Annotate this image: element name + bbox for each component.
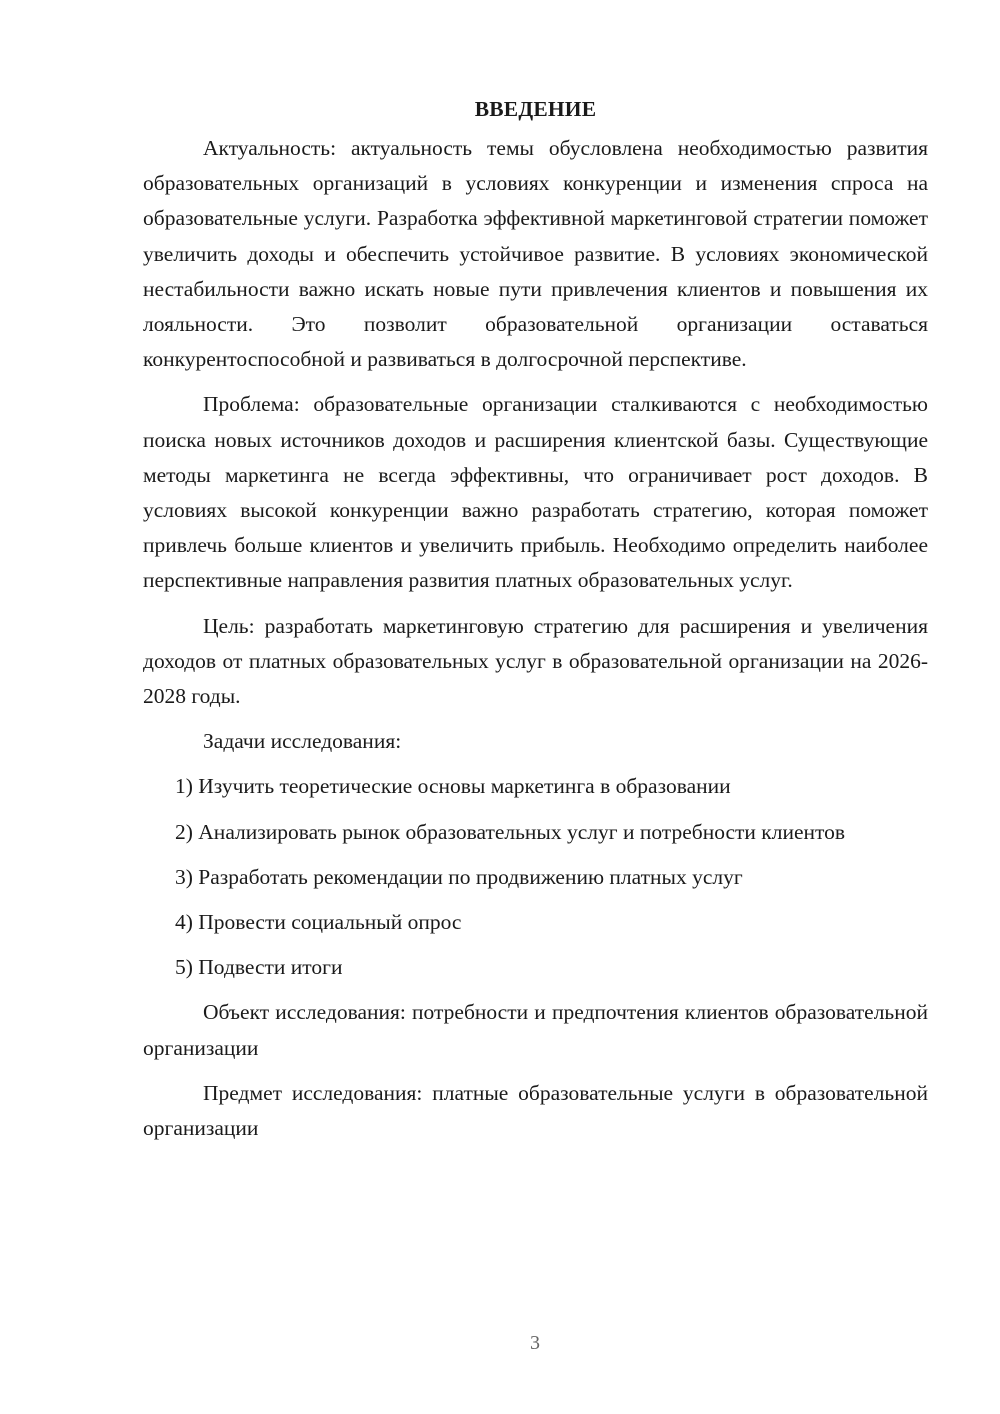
paragraph-object: Объект исследования: потребности и предпочтения клиентов образовательной организации	[143, 1000, 928, 1060]
paragraph-problem: Проблема: образовательные организации сталкиваются с необходимостью поиска новых источников доходов и расширения клиентской базы. Существующие методы маркетинга не всегда эффективны, что ограничивает рост доходов. В условиях высокой конкуренции важно разработать стратегию, которая поможет привлечь больше клиентов и увеличить прибыль. Необходимо определить наиболее перспективные направления развития платных образовательных услуг.	[143, 392, 928, 593]
paragraph-relevance: Актуальность: актуальность темы обусловлена необходимостью развития образовательных организаций в условиях конкуренции и изменения спроса на образовательные услуги. Разработка эффективной маркетинговой стратегии поможет увеличить доходы и обеспечить устойчивое развитие. В условиях экономической нестабильности важно искать новые пути привлечения клиентов и повышения их лояльности. Это позволит образовательной организации оставаться конкурентоспособной и развиваться в долгосрочной перспективе.	[143, 136, 928, 372]
tasks-list	[143, 769, 928, 985]
list-item: 3) Разработать рекомендации по продвижению платных услуг	[175, 864, 743, 889]
paragraph-subject: Предмет исследования: платные образовательные услуги в образовательной организации	[143, 1080, 928, 1141]
paragraph-goal: Цель: разработать маркетинговую стратегию для расширения и увеличения доходов от платных образовательных услуг в образовательной организации на 2026-2028 годы.	[143, 613, 928, 709]
list-item: 2) Анализировать рынок образовательных услуг и потребности клиентов	[175, 819, 846, 844]
document-page	[143, 92, 928, 1156]
list-item: 4) Провести социальный опрос	[175, 910, 462, 935]
list-item: 1) Изучить теоретические основы маркетинга в образовании	[175, 774, 731, 799]
page-number: 3	[530, 1332, 540, 1354]
section-heading: ВВЕДЕНИЕ	[474, 97, 597, 121]
tasks-title: Задачи исследования:	[203, 729, 402, 754]
list-item: 5) Подвести итоги	[175, 955, 343, 980]
